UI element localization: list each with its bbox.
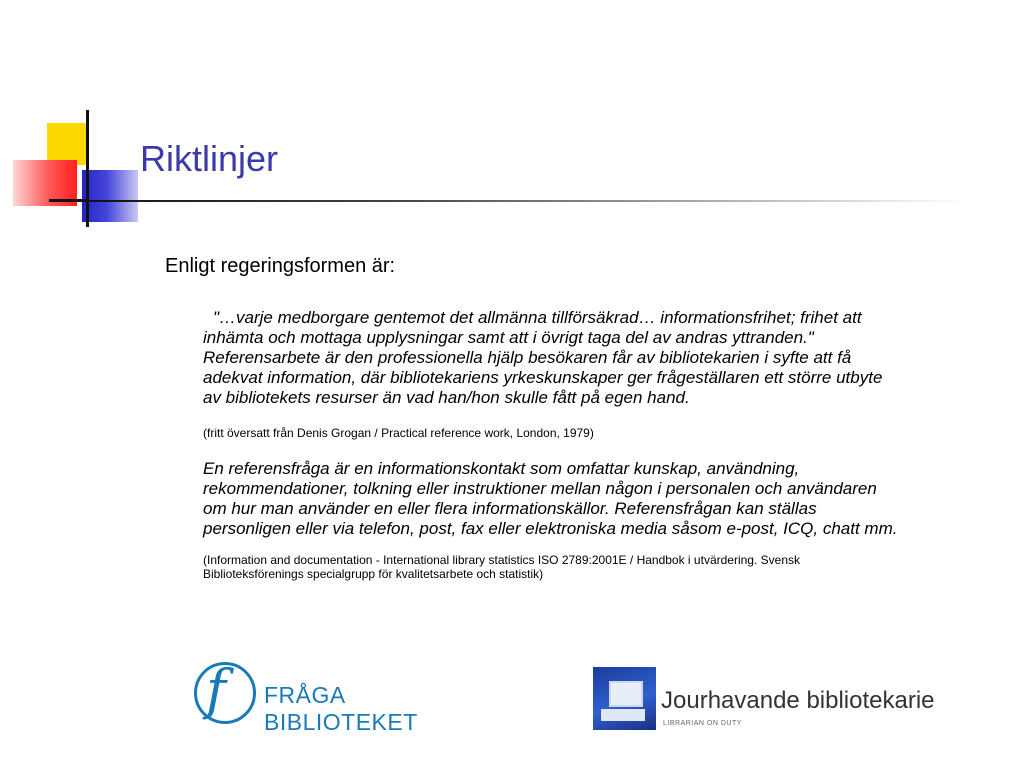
- fraga-biblioteket-logo: [194, 658, 494, 735]
- fraga-logo-name: FRÅGA BIBLIOTEKET: [264, 682, 418, 735]
- definition-line: En referensfråga är en informationskontakt som omfattar kunskap, användning,: [203, 459, 800, 478]
- slide-title: Riktlinjer: [140, 138, 279, 179]
- fraga-f-icon: f: [206, 658, 226, 721]
- definition-line: om hur man använder en eller flera informationskällor. Referensfrågan kan ställas: [203, 499, 817, 518]
- quote-line: Referensarbete är den professionella hjälp besökaren får av bibliotekarien i syfte att få: [203, 348, 852, 367]
- citation-grogan: (fritt översatt från Denis Grogan / Practical reference work, London, 1979): [203, 426, 594, 440]
- citation-iso: [203, 553, 963, 581]
- jourhavande-tagline: LIBRARIAN ON DUTY: [663, 720, 742, 727]
- jourhavande-logo-name: Jourhavande bibliotekarie: [661, 687, 935, 714]
- decor-short-line: [49, 199, 89, 202]
- definition-line: rekommendationer, tolkning eller instruktioner mellan någon i personalen och användaren: [203, 479, 877, 498]
- decor-blue-square: [82, 170, 138, 222]
- title-underline: [86, 200, 966, 202]
- citation-line: (Information and documentation - International library statistics ISO 2789:2001E / Handbok i utvärdering. Svensk: [203, 553, 800, 567]
- quote-line: "…varje medborgare gentemot det allmänna tillförsäkrad… informationsfrihet; frihet att: [213, 308, 862, 327]
- citation-line: Biblioteksförenings specialgrupp för kvalitetsarbete och statistik): [203, 567, 544, 581]
- decor-yellow-square: [47, 123, 87, 165]
- quote-line: adekvat information, där bibliotekariens yrkeskunskaper ger frågeställaren ett större utbyte: [203, 368, 883, 387]
- definition-line: personligen eller via telefon, post, fax eller elektroniska media såsom e-post, ICQ, chatt mm.: [203, 519, 898, 538]
- decor-vertical-line: [86, 110, 89, 227]
- intro-text: Enligt regeringsformen är:: [165, 255, 396, 277]
- quote-line: inhämta och mottaga upplysningar samt att i övrigt taga del av andras yttranden.": [203, 328, 814, 347]
- computer-icon: [593, 667, 656, 730]
- definition-block: [203, 459, 1018, 539]
- quote-line: av bibliotekets resurser än vad han/hon skulle fått på egen hand.: [203, 388, 690, 407]
- quote-block: [203, 308, 1018, 408]
- jourhavande-bibliotekarie-logo: [593, 667, 953, 733]
